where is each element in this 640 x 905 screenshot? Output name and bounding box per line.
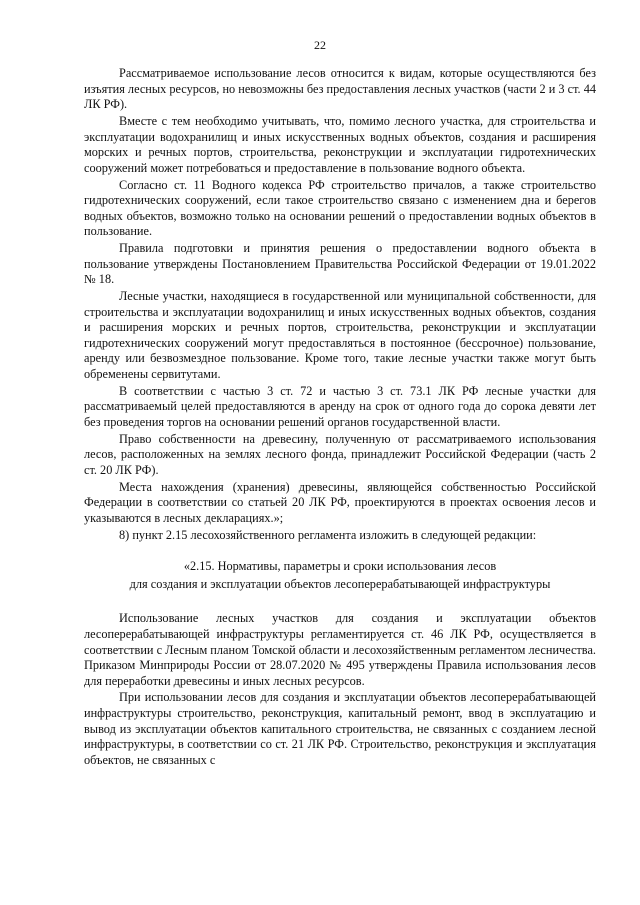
paragraph: Использование лесных участков для создания и эксплуатации объектов лесоперерабатывающей инфраструктуры регламентируется ст. 46 ЛК РФ, осуществляется в соответствии с Лесным планом Томской области и лесохозяйственным регламентом лесничества. Приказом Минприроды России от 28.07.2020 № 495 утверждены Правила использования лесов для переработки древесины и иных лесных ресурсов. xyxy=(84,611,596,688)
paragraph: Вместе с тем необходимо учитывать, что, помимо лесного участка, для строительства и эксплуатации водохранилищ и иных искусственных водных объектов, создания и расширения морских и речных портов, строительства, реконструкции и эксплуатации гидротехнических сооружений может потребоваться и предоставление в пользование водного объекта. xyxy=(84,113,596,175)
paragraph: Рассматриваемое использование лесов относится к видам, которые осуществляются без изъятия лесных ресурсов, но невозможны без предоставления лесных участков (части 2 и 3 ст. 44 ЛК РФ). xyxy=(84,66,596,112)
paragraph: Право собственности на древесину, полученную от рассматриваемого использования лесов, расположенных на землях лесного фонда, принадлежит Российской Федерации (часть 2 ст. 20 ЛК РФ). xyxy=(84,431,596,477)
section-heading-line2: для создания и эксплуатации объектов лесоперерабатывающей инфраструктуры xyxy=(129,577,551,592)
paragraph: Места нахождения (хранения) древесины, являющейся собственностью Российской Федерации в соответствии со статьей 20 ЛК РФ, проектируются в проектах освоения лесов и указываются в лесных декларациях.»; xyxy=(84,479,596,525)
paragraph: Лесные участки, находящиеся в государственной или муниципальной собственности, для строительства и эксплуатации водохранилищ и иных искусственных водных объектов, создания и расширения морских и речных портов, строительства, реконструкции и эксплуатации гидротехнических сооружений могут предоставляться в постоянное (бессрочное) пользование, аренду или безвозмездное пользование. Кроме того, такие лесные участки также могут быть обременены сервитутами. xyxy=(84,289,596,382)
paragraph: При использовании лесов для создания и эксплуатации объектов лесоперерабатывающей инфраструктуры строительство, реконструкция, капитальный ремонт, ввод в эксплуатацию и вывод из эксплуатации объектов капитального строительства, не связанных с созданием лесной инфраструктуры, в соответствии со ст. 21 ЛК РФ. Строительство, реконструкция и эксплуатация объектов, не связанных с xyxy=(84,690,596,767)
page-number: 22 xyxy=(314,38,326,52)
paragraph: 8) пункт 2.15 лесохозяйственного регламента изложить в следующей редакции: xyxy=(119,527,537,542)
section-heading-line1: «2.15. Нормативы, параметры и сроки использования лесов xyxy=(183,559,497,574)
paragraph: В соответствии с частью 3 ст. 72 и частью 3 ст. 73.1 ЛК РФ лесные участки для рассматриваемый целей предоставляются в аренду на срок от одного года до сорока девяти лет без проведения торгов на основании решений органов государственной власти. xyxy=(84,383,596,429)
document-body xyxy=(84,66,596,770)
paragraph: Правила подготовки и принятия решения о предоставлении водного объекта в пользование утверждены Постановлением Правительства Российской Федерации от 19.01.2022 № 18. xyxy=(84,241,596,287)
section-heading xyxy=(84,557,596,593)
paragraph: Согласно ст. 11 Водного кодекса РФ строительство причалов, а также строительство гидротехнических сооружений, если такое строительство связано с изменением дна и берегов водных объектов, возможно только на основании решений о предоставлении водных объектов в пользование. xyxy=(84,177,596,239)
